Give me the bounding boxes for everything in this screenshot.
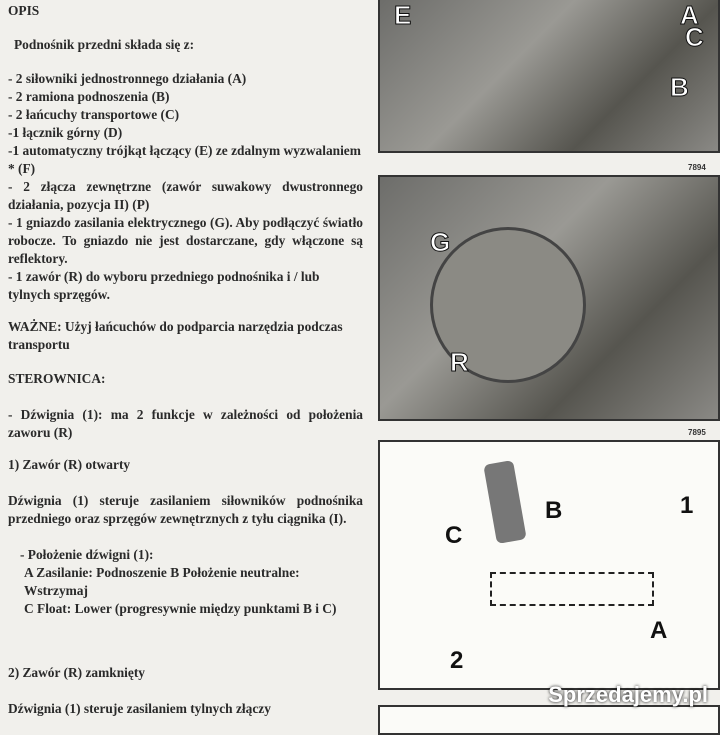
position-c: C Float: Lower (progresywnie między punktami B i C)	[24, 601, 337, 616]
controls-heading: STEROWNICA:	[8, 371, 106, 386]
figure-socket-valve	[378, 175, 720, 421]
figure-number: 7895	[688, 428, 706, 437]
closed-heading: 2) Zawór (R) zamknięty	[8, 665, 145, 680]
important-note: WAŻNE: Użyj łańcuchów do podparcia narzędzia podczas transportu	[8, 319, 343, 352]
heading: OPIS	[8, 3, 40, 18]
label-b: B	[545, 497, 563, 524]
figure-lever	[378, 440, 720, 690]
list-item: - 2 ramiona podnoszenia (B)	[8, 89, 170, 104]
label-a: A	[680, 0, 699, 30]
list-item: - 2 siłowniki jednostronnego działania (A)	[8, 71, 247, 86]
intro: Podnośnik przedni składa się z:	[14, 37, 195, 52]
watermark: Sprzedajemy.pl	[548, 682, 708, 707]
list-item: - 1 gniazdo zasilania elektrycznego (G). Aby podłączyć światło robocze. To gniazdo nie jest dostarczane, gdy włączone są reflektory.	[8, 215, 363, 266]
figure-next	[378, 705, 720, 735]
label-1: 1	[680, 492, 694, 519]
closed-text: Dźwignia (1) steruje zasilaniem tylnych złączy	[8, 701, 271, 716]
label-b: B	[670, 72, 689, 102]
parts-list	[8, 70, 363, 304]
label-c: C	[445, 522, 463, 549]
open-text: Dźwignia (1) steruje zasilaniem siłowników podnośnika przedniego oraz sprzęgów zewnętrznych z tyłu ciągnika (I).	[8, 493, 363, 526]
label-2: 2	[450, 647, 464, 674]
list-item: -1 łącznik górny (D)	[8, 125, 123, 140]
lever-gate	[490, 572, 654, 606]
lever-description: - Dźwignia (1): ma 2 funkcje w zależności od położenia zaworu (R)	[8, 407, 363, 440]
figure-front-lift	[378, 0, 720, 153]
position-label: - Położenie dźwigni (1):	[20, 547, 154, 562]
list-item: - 2 łańcuchy transportowe (C)	[8, 107, 180, 122]
list-item: - 2 złącza zewnętrzne (zawór suwakowy dwustronnego działania, pozycja II) (P)	[8, 179, 363, 212]
list-item: -1 automatyczny trójkąt łączący (E) ze zdalnym wyzwalaniem * (F)	[8, 143, 361, 176]
label-r: R	[450, 347, 469, 377]
label-c: C	[685, 22, 704, 52]
list-item: - 1 zawór (R) do wyboru przedniego podnośnika i / lub tylnych sprzęgów.	[8, 269, 320, 302]
label-a: A	[650, 617, 668, 644]
lever-handle	[483, 460, 526, 544]
figure-number: 7894	[688, 163, 706, 172]
label-e: E	[394, 0, 412, 30]
label-g: G	[430, 227, 451, 257]
open-heading: 1) Zawór (R) otwarty	[8, 457, 131, 472]
position-a: A Zasilanie: Podnoszenie B Położenie neutralne: Wstrzymaj	[24, 565, 300, 598]
